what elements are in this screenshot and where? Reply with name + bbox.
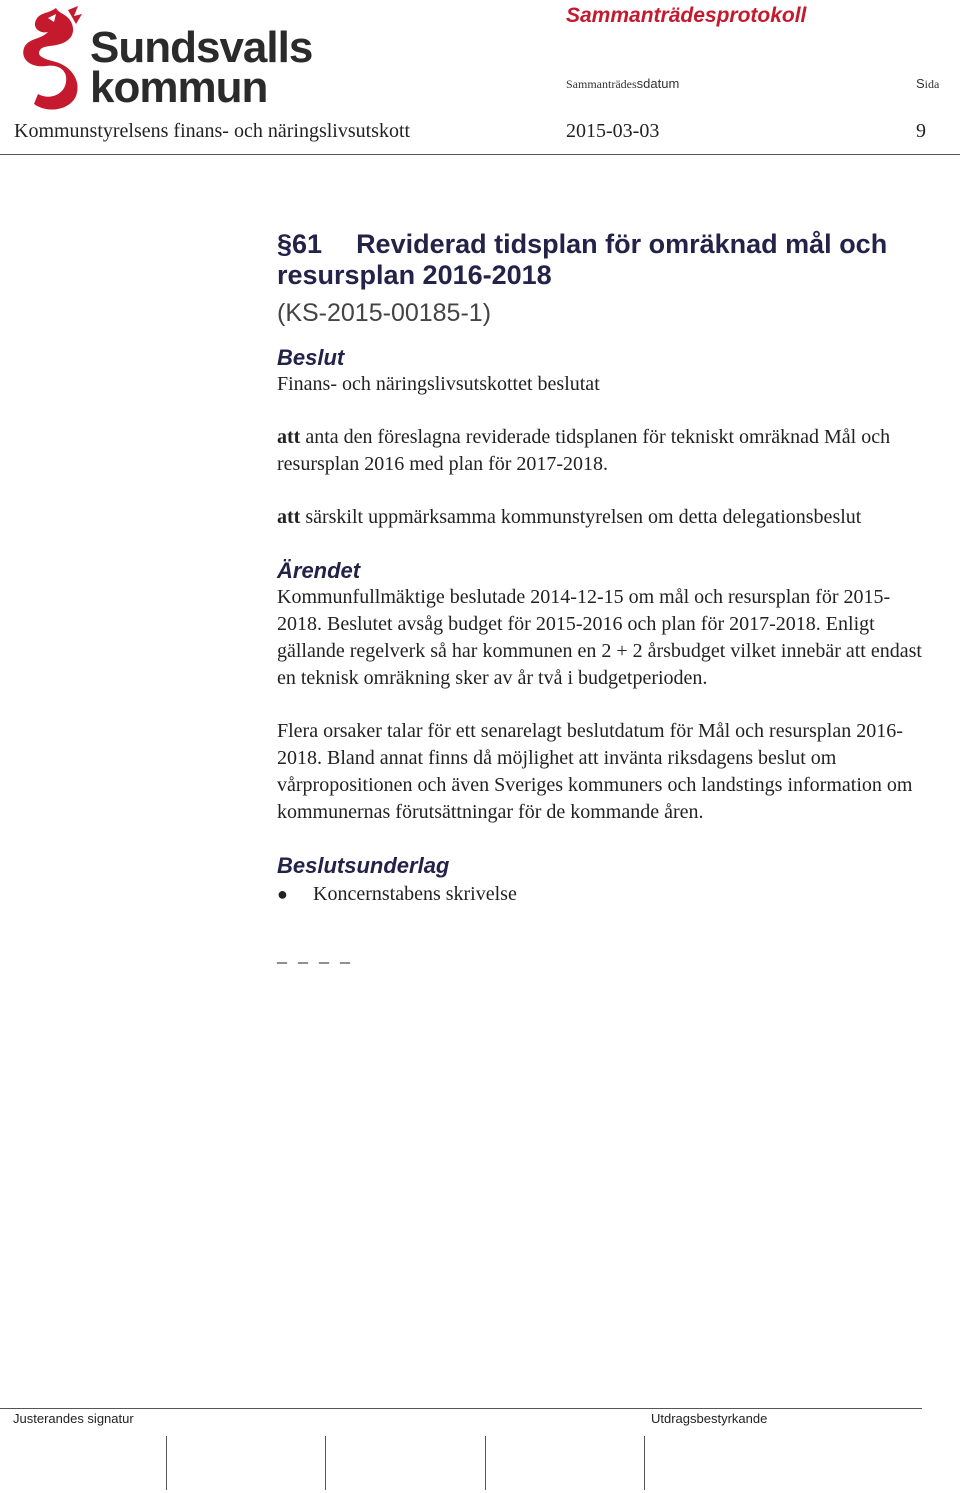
beslut-point-text: särskilt uppmärksamma kommunstyrelsen om detta delegationsbeslut bbox=[300, 506, 862, 528]
certification-label: Utdragsbestyrkande bbox=[651, 1411, 768, 1426]
arendet-heading: Ärendet bbox=[277, 558, 361, 583]
signature-label: Justerandes signatur bbox=[13, 1411, 134, 1426]
page-number: 9 bbox=[916, 120, 926, 142]
signature-box-divider bbox=[485, 1436, 486, 1490]
item-title bbox=[277, 229, 927, 291]
att-keyword: att bbox=[277, 506, 301, 528]
page-label-rest: ida bbox=[924, 77, 940, 91]
date-label-sans: sdatum bbox=[636, 76, 680, 91]
beslut-heading: Beslut bbox=[277, 345, 345, 370]
case-number: (KS-2015-00185-1) bbox=[277, 299, 492, 327]
date-label bbox=[566, 76, 679, 92]
header-divider bbox=[0, 154, 960, 155]
beslut-intro: Finans- och näringslivsutskottet beslutat bbox=[277, 373, 600, 395]
bullet-icon: ● bbox=[277, 884, 288, 904]
signature-box-divider bbox=[166, 1436, 167, 1490]
signature-box-divider bbox=[644, 1436, 645, 1490]
signature-box-divider bbox=[325, 1436, 326, 1490]
beslutsunderlag-heading: Beslutsunderlag bbox=[277, 853, 450, 878]
item-title-line-2: resursplan 2016-2018 bbox=[277, 260, 552, 290]
footer-divider bbox=[0, 1408, 922, 1409]
beslut-point bbox=[277, 424, 927, 478]
committee-name: Kommunstyrelsens finans- och näringslivsutskott bbox=[14, 120, 411, 142]
page-label bbox=[916, 76, 939, 92]
arendet-paragraph: Kommunfullmäktige beslutade 2014-12-15 om mål och resursplan för 2015-2018. Beslutet avsåg budget för 2015-2016 och plan för 2017-2018. Enligt gällande regelverk så har kommunen en 2 + 2 årsbudget vilket innebär att endast en teknisk omräkning sker av år två i budgetperioden. bbox=[277, 586, 922, 689]
document-type: Sammanträdesprotokoll bbox=[566, 4, 807, 27]
list-item-text: Koncernstabens skrivelse bbox=[313, 883, 517, 905]
item-title-line-1: Reviderad tidsplan för omräknad mål och bbox=[356, 229, 888, 259]
date-label-serif: Sammanträdes bbox=[566, 77, 637, 91]
end-marker: _ _ _ _ bbox=[277, 944, 353, 966]
page-label-first: S bbox=[916, 76, 925, 91]
dragon-emblem-icon bbox=[18, 4, 88, 118]
beslut-point bbox=[277, 504, 927, 531]
arendet-paragraph: Flera orsaker talar för ett senarelagt beslutdatum för Mål och resursplan 2016-2018. Bland annat finns då möjlighet att invänta riksdagens beslut om vårpropositionen och även Sveriges kommuners och landstings information om kommunernas förutsättningar för de kommande åren. bbox=[277, 720, 913, 823]
protocol-content bbox=[277, 229, 927, 969]
meeting-date: 2015-03-03 bbox=[566, 120, 660, 142]
logo-line-2: kommun bbox=[90, 63, 268, 112]
beslut-point-text: anta den föreslagna reviderade tidsplanen för tekniskt omräknad Mål och resursplan 2016 med plan för 2017-2018. bbox=[277, 426, 891, 475]
att-keyword: att bbox=[277, 426, 301, 448]
sundsvalls-kommun-logo bbox=[18, 4, 313, 118]
logo-wordmark bbox=[90, 23, 313, 112]
item-number: §61 bbox=[277, 229, 323, 259]
list-item bbox=[277, 881, 927, 908]
logo-line-1: Sundsvalls bbox=[90, 23, 313, 72]
